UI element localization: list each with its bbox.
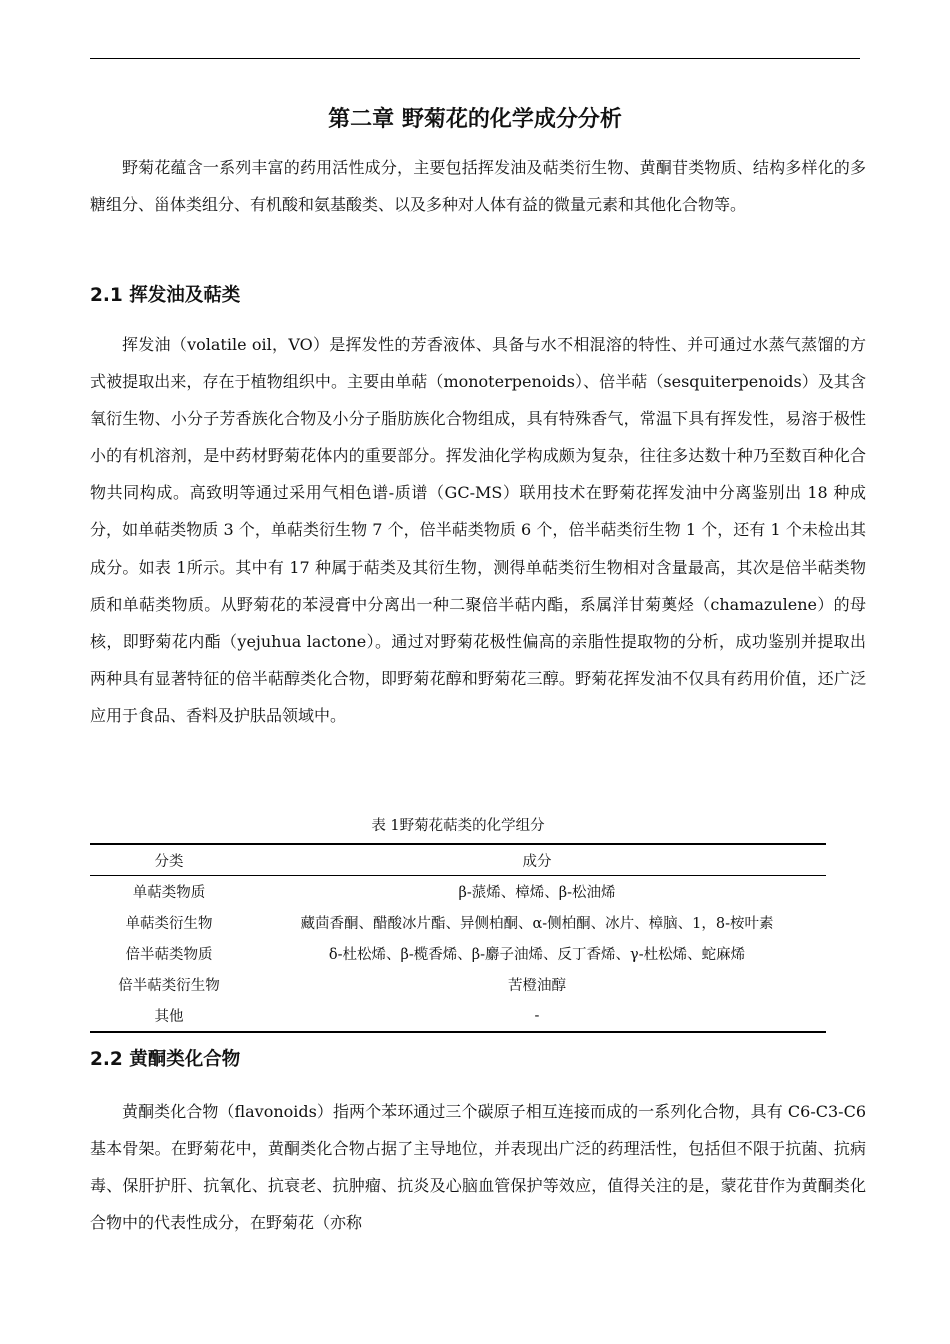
header-rule (90, 58, 860, 59)
table-row (90, 876, 826, 908)
table-cell-components: 藏茴香酮、醋酸冰片酯、异侧柏酮、α-侧柏酮、冰片、樟脑、1，8-桉叶素 (300, 916, 774, 932)
table-cell-category: 单萜类物质 (132, 885, 206, 901)
table-row (90, 969, 826, 1000)
section-heading-2-1: 2.1 挥发油及萜类 (90, 285, 241, 306)
terpene-table (90, 843, 826, 1033)
table-row (90, 907, 826, 938)
table-row (90, 1000, 826, 1032)
column-header-category: 分类 (90, 844, 248, 876)
intro-paragraph: 野菊花蕴含一系列丰富的药用活性成分，主要包括挥发油及萜类衍生物、黄酮苷类物质、结构多样化的多糖组分、甾体类组分、有机酸和氨基酸类、以及多种对人体有益的微量元素和其他化合物等。 (90, 158, 866, 215)
table-cell-category: 倍半萜类物质 (125, 947, 213, 963)
section-heading-2-2: 2.2 黄酮类化合物 (90, 1049, 241, 1070)
table-cell-category: 其他 (154, 1009, 184, 1025)
table-cell-components: δ-杜松烯、β-榄香烯、β-麝子油烯、反丁香烯、γ-杜松烯、蛇麻烯 (328, 947, 746, 963)
table-row (90, 938, 826, 969)
section-2-2-paragraph: 黄酮类化合物（flavonoids）指两个苯环通过三个碳原子相互连接而成的一系列化合物，具有 C6-C3-C6 基本骨架。在野菊花中，黄酮类化合物占据了主导地位，并表现出广泛的药理活性，包括但不限于抗菌、抗病毒、保肝护肝、抗氧化、抗衰老、抗肿瘤、抗炎及心脑血管保护等效应，值得关注的是，蒙花苷作为黄酮类化合物中的代表性成分，在野菊花（亦称 (90, 1102, 866, 1233)
column-header-components: 成分 (248, 844, 826, 876)
section-2-1-paragraph: 挥发油（volatile oil，VO）是挥发性的芳香液体、具备与水不相混溶的特性、并可通过水蒸气蒸馏的方式被提取出来，存在于植物组织中。主要由单萜（monoterpenoids）、倍半萜（sesquiterpenoids）及其含氧衍生物、小分子芳香族化合物及小分子脂肪族化合物组成，具有特殊香气，常温下具有挥发性，易溶于极性小的有机溶剂，是中药材野菊花体内的重要部分。挥发油化学构成颇为复杂，往往多达数十种乃至数百种化合物共同构成。高致明等通过采用气相色谱-质谱（GC-MS）联用技术在野菊花挥发油中分离鉴别出 18 种成分，如单萜类物质 3 个，单萜类衍生物 7 个，倍半萜类物质 6 个，倍半萜类衍生物 1 个，还有 1 个未检出其成分。如表 1所示。其中有 17 种属于萜类及其衍生物，测得单萜类衍生物相对含量最高，其次是倍半萜类物质和单萜类物质。从野菊花的苯浸膏中分离出一种二聚倍半萜内酯，系属洋甘菊薁烃（chamazulene）的母核，即野菊花内酯（yejuhua lactone）。通过对野菊花极性偏高的亲脂性提取物的分析，成功鉴别并提取出两种具有显著特征的倍半萜醇类化合物，即野菊花醇和野菊花三醇。野菊花挥发油不仅具有药用价值，还广泛应用于食品、香料及护肤品领域中。 (90, 335, 866, 725)
table-cell-components: β-蒎烯、樟烯、β-松油烯 (458, 885, 616, 901)
table-cell-category: 倍半萜类衍生物 (118, 978, 220, 994)
table-caption: 表 1野菊花萜类的化学组分 (371, 818, 545, 834)
table-cell-components: - (534, 1007, 540, 1024)
table-cell-components: 苦橙油醇 (508, 978, 566, 994)
chapter-title: 第二章 野菊花的化学成分分析 (328, 107, 622, 132)
table-cell-category: 单萜类衍生物 (125, 916, 213, 932)
table-header-row (90, 844, 826, 876)
